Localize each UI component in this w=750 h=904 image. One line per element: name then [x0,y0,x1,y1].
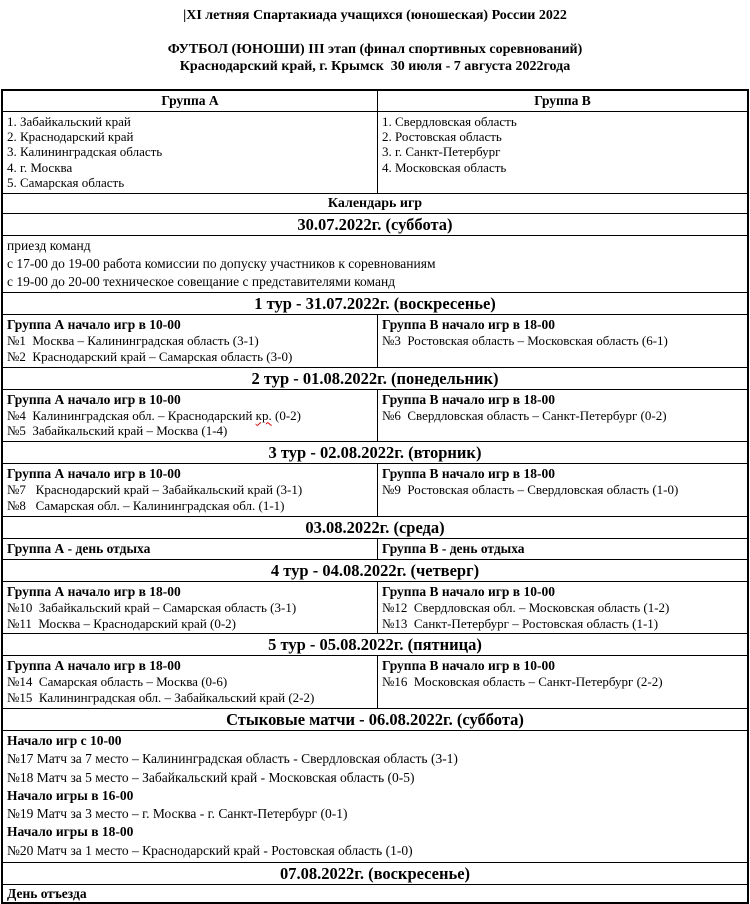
tour4-group-a [3,582,378,634]
date-header-tour4: 4 тур - 04.08.2022г. (четверг) [3,559,747,581]
tour1-group-a [3,315,378,367]
list-item: 1. Забайкальский край [7,114,131,129]
match-line: №13 Санкт-Петербург – Ростовская область (1-1) [381,615,659,631]
match-line: №14 Самарская область – Москва (0-6) [7,674,228,690]
group-b-start-time: Группа В начало игр в 18-00 [381,466,555,482]
match-text: №4 Калининградская обл. – Краснодарский [7,407,256,423]
schedule-table [1,89,749,904]
list-item: 3. Калининградская область [7,144,163,160]
subtitle-event: ФУТБОЛ (ЮНОШИ) III этап (финал спортивных соревнований) [167,42,583,57]
group-b-teams [378,112,747,193]
match-line: №5 Забайкальский край – Москва (1-4) [7,423,228,439]
day0-schedule [3,235,747,292]
group-teams-row [3,111,747,193]
list-item: 4. г. Москва [7,159,73,175]
tour5-group-b [378,656,747,708]
group-b-header: Группа В [534,93,591,108]
group-a-header: Группа А [3,91,378,111]
match-line: №17 Матч за 7 место – Калининградская область - Свердловская область (3-1) [7,751,458,767]
date-header-playoffs: Стыковые матчи - 06.08.2022г. (суббота) [3,708,747,730]
date-header-tour1: 1 тур - 31.07.2022г. (воскресенье) [3,292,747,314]
group-b-rest-note: Группа В - день отдыха [381,540,525,556]
match-line: №8 Самарская обл. – Калининградская обл. (1-1) [7,498,285,513]
match-line: №9 Ростовская область – Свердловская область (1-0) [381,482,679,498]
start-time-note: Начало игры в 16-00 [7,787,134,803]
list-item: 4. Московская область [381,159,507,175]
playoffs-schedule [3,730,747,862]
date-header-30-07: 30.07.2022г. (суббота) [3,213,747,235]
document-header [0,0,750,75]
match-line: №10 Забайкальский край – Самарская область (3-1) [7,599,297,615]
match-text: (0-2) [271,407,301,423]
match-line: №7 Краснодарский край – Забайкальский край (3-1) [7,482,303,498]
group-b-start-time: Группа В начало игр в 18-00 [381,317,555,333]
rest-day-row [3,538,747,559]
match-line: №1 Москва – Калининградская область (3-1) [7,333,259,349]
group-a-rest-note: Группа А - день отдыха [3,539,378,559]
group-b-start-time: Группа В начало игр в 18-00 [381,391,555,407]
start-time-note: Начало игры в 18-00 [7,824,134,840]
group-a-start-time: Группа А начало игр в 18-00 [7,583,181,599]
date-header-tour3: 3 тур - 02.08.2022г. (вторник) [3,441,747,463]
date-header-tour2: 2 тур - 01.08.2022г. (понедельник) [3,367,747,389]
match-line: №6 Свердловская область – Санкт-Петербург (0-2) [381,407,667,423]
list-item: 5. Самарская область [7,174,125,190]
match-line: №20 Матч за 1 место – Краснодарский край - Ростовская область (1-0) [7,842,413,858]
list-item: 3. г. Санкт-Петербург [381,144,501,160]
schedule-line: с 19-00 до 20-00 техническое совещание с представителями команд [7,274,396,290]
page-title: |XI летняя Спартакиада учащихся (юношеская) России 2022 [183,8,567,23]
match-line: №15 Калининградская обл. – Забайкальский край (2-2) [7,690,315,706]
tour3-group-a [3,464,378,516]
list-item: 2. Ростовская область [381,129,502,145]
match-line: №19 Матч за 3 место – г. Москва - г. Санкт-Петербург (0-1) [7,806,348,822]
calendar-title: Календарь игр [3,193,747,213]
match-line: №2 Краснодарский край – Самарская область (3-0) [7,348,293,364]
match-line: №18 Матч за 5 место – Забайкальский край - Московская область (0-5) [7,769,415,785]
group-a-start-time: Группа А начало игр в 18-00 [7,658,181,674]
list-item: 1. Свердловская область [381,114,517,129]
match-line: №3 Ростовская область – Московская область (6-1) [381,333,668,349]
tour2-row [3,389,747,442]
group-a-start-time: Группа А начало игр в 10-00 [7,317,181,333]
tour3-group-b [378,464,747,516]
spellcheck-underlined-word: кр. [255,407,272,423]
group-header-row [3,91,747,111]
schedule-line: с 17-00 до 19-00 работа комиссии по допуску участников к соревнованиям [7,256,436,272]
match-line: №12 Свердловская обл. – Московская область (1-2) [381,599,670,615]
tour2-group-a [3,390,378,442]
date-header-final-day: 07.08.2022г. (воскресенье) [3,862,747,884]
list-item: 2. Краснодарский край [7,129,134,145]
tour4-group-b [378,582,747,634]
match-line: №11 Москва – Краснодарский край (0-2) [7,615,237,631]
group-a-teams [3,112,378,193]
group-b-start-time: Группа В начало игр в 10-00 [381,583,555,599]
departure-note: День отъезда [3,884,747,902]
date-header-rest-day: 03.08.2022г. (среда) [3,516,747,538]
subtitle-location-dates: Краснодарский край, г. Крымск 30 июля - 7 августа 2022года [179,59,571,74]
schedule-line: приезд команд [7,238,91,254]
group-a-start-time: Группа А начало игр в 10-00 [7,466,181,482]
group-b-start-time: Группа В начало игр в 10-00 [381,658,555,674]
group-a-start-time: Группа А начало игр в 10-00 [7,391,181,407]
start-time-note: Начало игр с 10-00 [7,732,122,748]
tour2-group-b [378,390,747,442]
tour4-row [3,581,747,634]
tour1-row [3,314,747,367]
tour5-group-a [3,656,378,708]
tour5-row [3,655,747,708]
date-header-tour5: 5 тур - 05.08.2022г. (пятница) [3,633,747,655]
tour1-group-b [378,315,747,367]
match-line [7,408,373,424]
tour3-row [3,463,747,516]
match-line: №16 Московская область – Санкт-Петербург (2-2) [381,674,663,690]
